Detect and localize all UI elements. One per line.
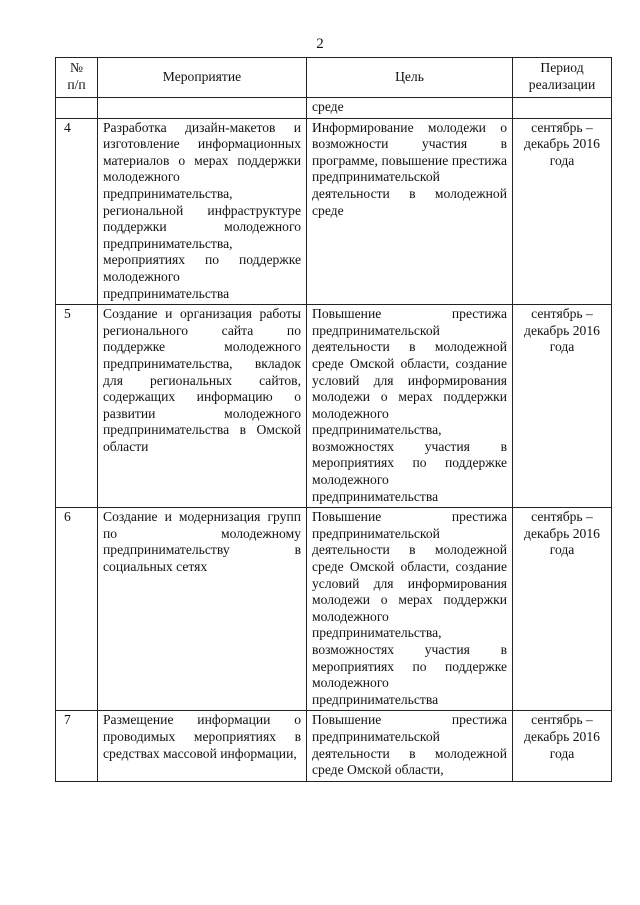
cell-num: 7 [56,711,98,781]
header-period: Период реализации [513,58,612,98]
cell-num: 6 [56,508,98,711]
table-row [56,508,612,711]
cell-period: сентябрь – декабрь 2016 года [513,711,612,781]
cell-goal: Информирование молодежи о возможности участия в программе, повышение престижа предпринимательской деятельности в молодежной среде [307,118,513,305]
cell-period: сентябрь – декабрь 2016 года [513,118,612,305]
cell-num: 4 [56,118,98,305]
cell-goal: Повышение престижа предпринимательской деятельности в молодежной среде Омской области, создание условий для информирования молодежи о мерах поддержки молодежного предпринимательства, возможностях участия в мероприятиях по поддержке молодежного предпринимательства [307,305,513,508]
cell-event: Разработка дизайн-макетов и изготовление информационных материалов о мерах поддержки молодежного предпринимательства, региональной инфраструктуре поддержки молодежного предпринимательства, мероприятиях по поддержке молодежного предпринимательства [98,118,307,305]
cell-num: 5 [56,305,98,508]
table-row [56,711,612,781]
cell-goal: среде [307,98,513,119]
events-table [55,57,612,782]
cell-event [98,98,307,119]
table-header-row [56,58,612,98]
header-event: Мероприятие [98,58,307,98]
cell-period: сентябрь – декабрь 2016 года [513,508,612,711]
header-num [56,58,98,98]
header-num-label: № п/п [67,60,86,92]
cell-event: Размещение информации о проводимых мероприятиях в средствах массовой информации, [98,711,307,781]
table-row [56,118,612,305]
cell-goal: Повышение престижа предпринимательской деятельности в молодежной среде Омской области, [307,711,513,781]
table-row [56,305,612,508]
cell-period [513,98,612,119]
header-goal: Цель [307,58,513,98]
page-number: 2 [316,36,324,52]
cell-goal: Повышение престижа предпринимательской деятельности в молодежной среде Омской области, создание условий для информирования молодежи о мерах поддержки молодежного предпринимательства, возможностях участия в мероприятиях по поддержке молодежного предпринимательства [307,508,513,711]
cell-period: сентябрь – декабрь 2016 года [513,305,612,508]
table-row-continuation [56,98,612,119]
cell-event: Создание и модернизация групп по молодежному предпринимательству в социальных сетях [98,508,307,711]
cell-num [56,98,98,119]
cell-event: Создание и организация работы регионального сайта по поддержке молодежного предпринимательства, вкладок для региональных сайтов, содержащих информацию о развитии молодежного предпринимательства в Омской области [98,305,307,508]
